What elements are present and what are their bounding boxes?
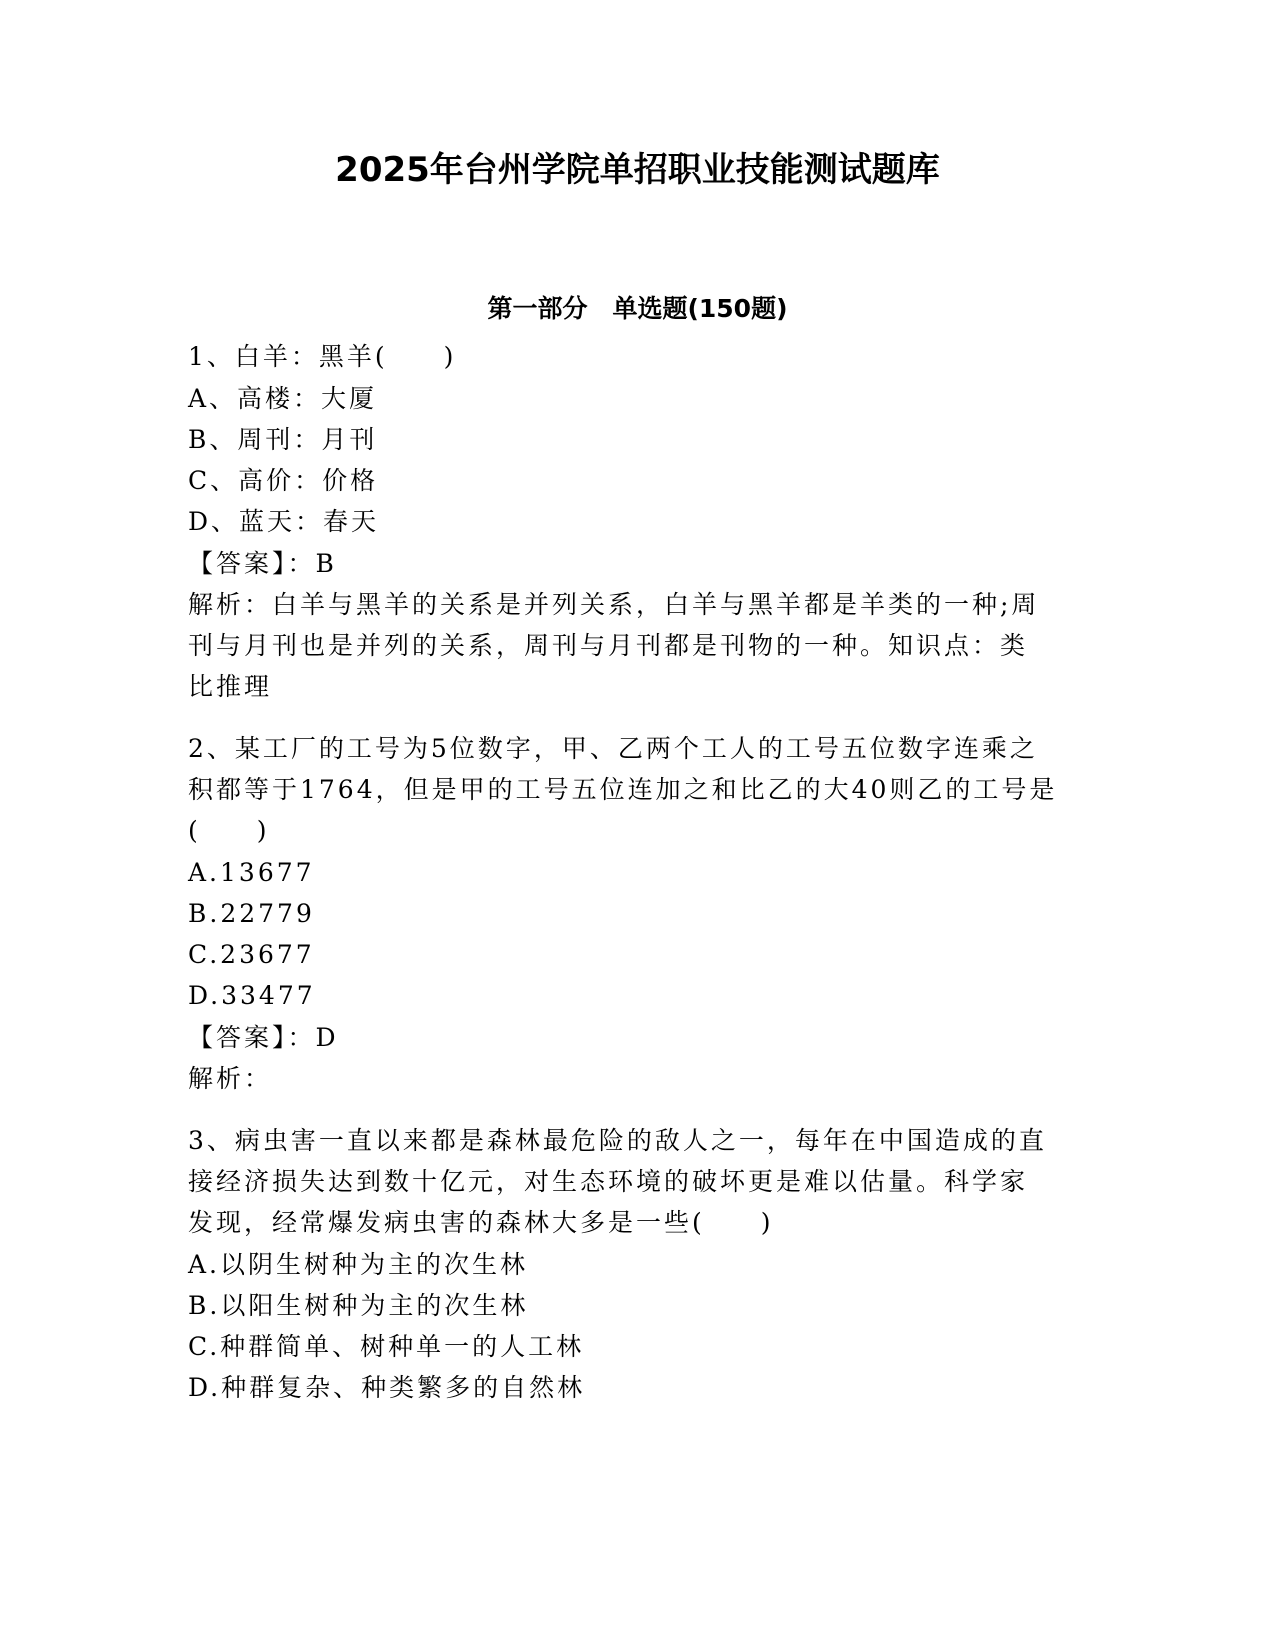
- option-d: D.种群复杂、种类繁多的自然林: [188, 1373, 586, 1402]
- option-a: A、高楼：大厦: [188, 384, 378, 413]
- option-b: B、周刊：月刊: [188, 425, 378, 454]
- question-stem: 1、白羊：黑羊( ): [188, 342, 457, 371]
- analysis-line: 刊与月刊也是并列的关系，周刊与月刊都是刊物的一种。知识点：类: [188, 631, 1029, 660]
- option-c: C、高价：价格: [188, 466, 379, 495]
- question-stem: 积都等于1764，但是甲的工号五位连加之和比乙的大40则乙的工号是: [188, 775, 1058, 804]
- section-title: 第一部分 单选题(150题): [487, 294, 788, 323]
- question-stem: 2、某工厂的工号为5位数字，甲、乙两个工人的工号五位数字连乘之: [188, 734, 1038, 763]
- question-stem: 接经济损失达到数十亿元，对生态环境的破坏更是难以估量。科学家: [188, 1167, 1029, 1196]
- analysis-line: 解析：: [188, 1064, 273, 1093]
- option-b: B.以阳生树种为主的次生林: [188, 1291, 529, 1320]
- document-title: 2025年台州学院单招职业技能测试题库: [335, 150, 940, 190]
- option-b: B.22779: [188, 899, 315, 928]
- option-a: A.13677: [188, 858, 315, 887]
- option-d: D、蓝天：春天: [188, 507, 380, 536]
- answer: 【答案】：B: [188, 549, 337, 578]
- question-stem: 3、病虫害一直以来都是森林最危险的敌人之一，每年在中国造成的直: [188, 1126, 1047, 1155]
- question-stem: 发现，经常爆发病虫害的森林大多是一些( ): [188, 1208, 774, 1237]
- option-c: C.种群简单、树种单一的人工林: [188, 1332, 585, 1361]
- analysis-line: 比推理: [188, 672, 273, 701]
- analysis-line: 解析：白羊与黑羊的关系是并列关系，白羊与黑羊都是羊类的一种;周: [188, 590, 1040, 619]
- option-c: C.23677: [188, 940, 315, 969]
- answer: 【答案】：D: [188, 1023, 339, 1052]
- option-a: A.以阴生树种为主的次生林: [188, 1250, 529, 1279]
- option-d: D.33477: [188, 981, 316, 1010]
- question-stem: ( ): [188, 816, 270, 845]
